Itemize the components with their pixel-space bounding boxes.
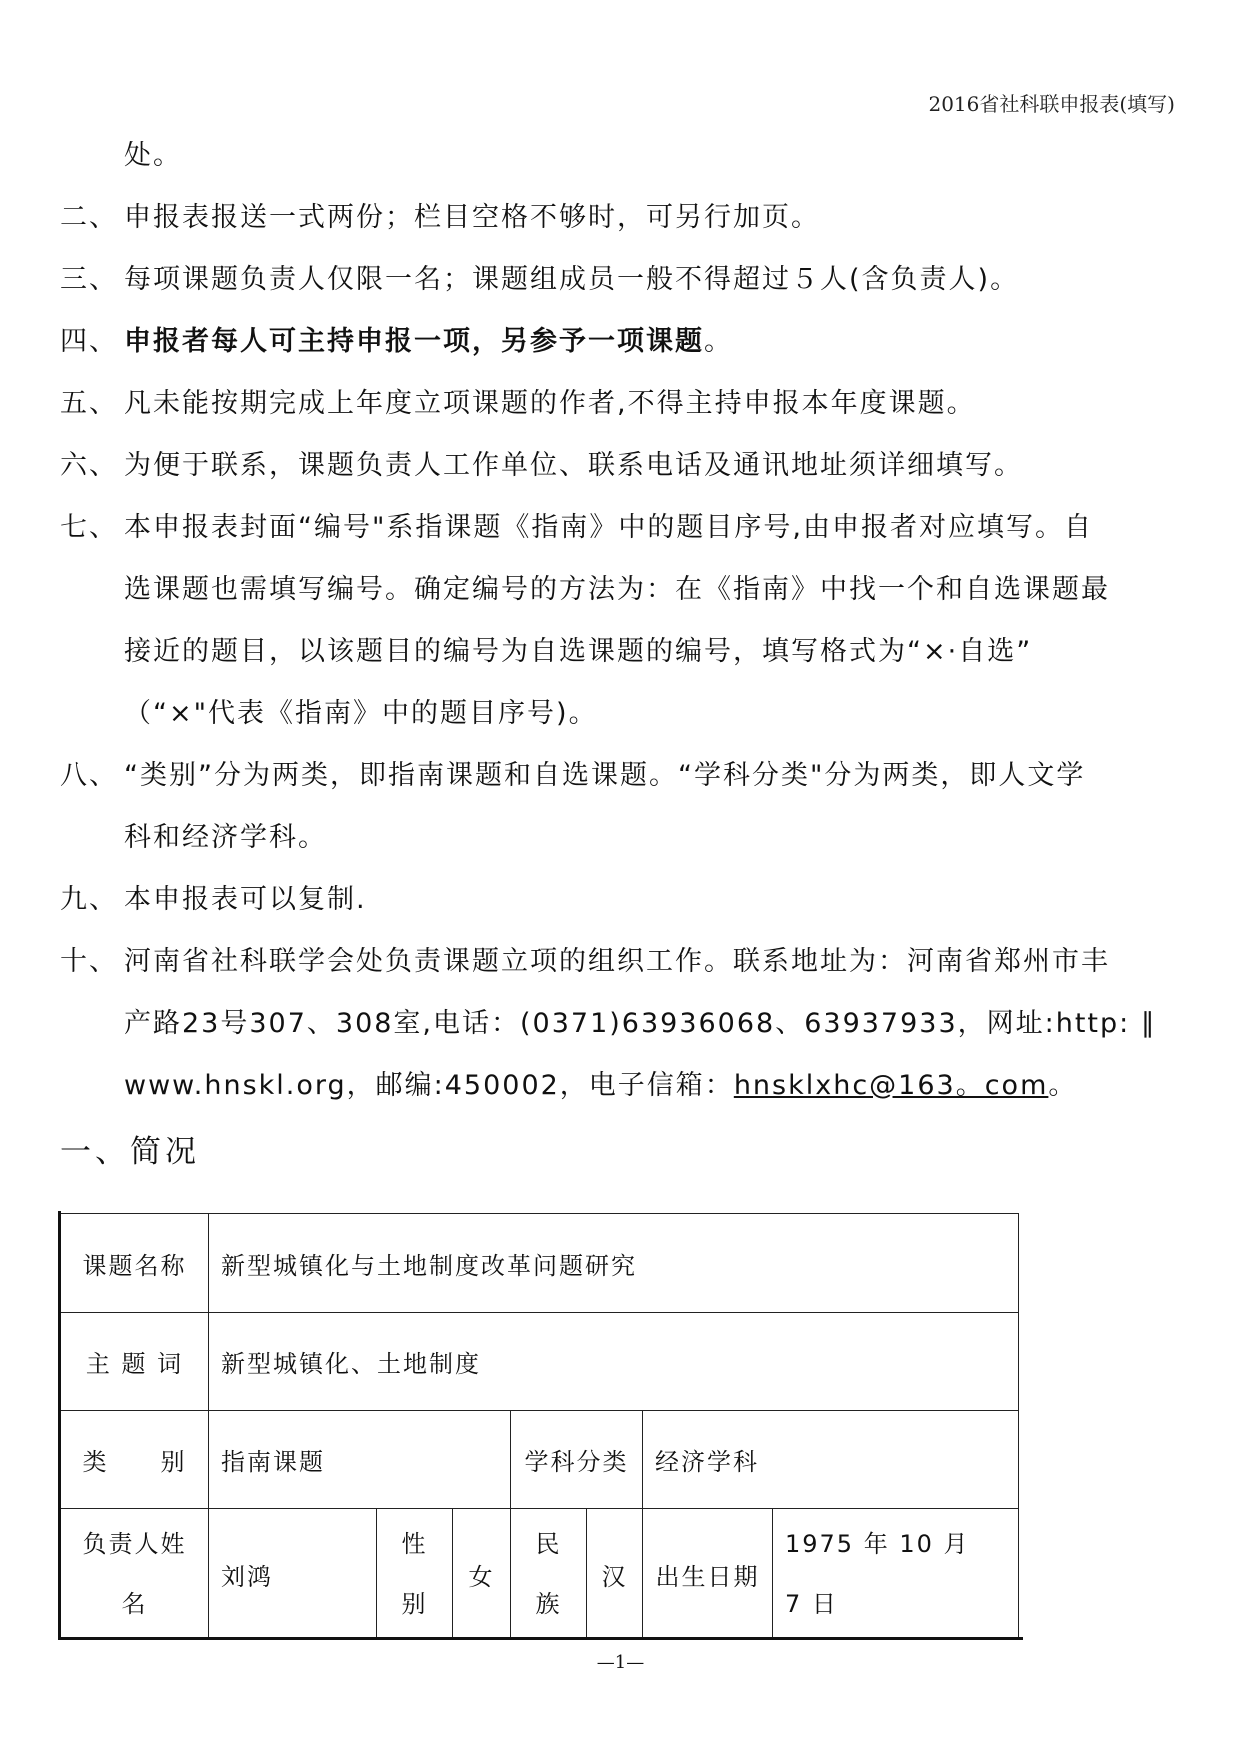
note-number: 八、 — [60, 760, 118, 791]
note-item-4 — [60, 311, 1185, 373]
note-text-end: 。 — [1048, 1070, 1078, 1101]
leader-label-line-2: 名 — [121, 1590, 148, 1618]
table-row-category — [61, 1411, 1019, 1509]
note-item-8 — [60, 745, 1185, 807]
section-title: 一、简况 — [60, 1134, 200, 1170]
birth-value[interactable] — [773, 1509, 1019, 1640]
note-item-7 — [60, 497, 1185, 559]
note-number: 四、 — [60, 326, 118, 357]
birth-label: 出生日期 — [643, 1509, 773, 1640]
note-text: “类别”分为两类，即指南课题和自选课题。“学科分类"分为两类，即人文学 — [124, 760, 1086, 791]
note-item-7-line-3: 接近的题目，以该题目的编号为自选课题的编号，填写格式为“×·自选” — [124, 636, 1033, 667]
ethnicity-label-line-2: 族 — [535, 1590, 562, 1618]
note-item-5 — [60, 373, 1185, 435]
note-number: 二、 — [60, 202, 118, 233]
note-text: 凡未能按期完成上年度立项课题的作者,不得主持申报本年度课题。 — [124, 388, 976, 419]
note-text: 本申报表可以复制. — [124, 884, 367, 915]
note-item-3 — [60, 249, 1185, 311]
ethnicity-label — [511, 1509, 587, 1640]
birth-value-line-1: 1975 年 10 月 — [785, 1530, 970, 1558]
note-text: 申报表报送一式两份；栏目空格不够时，可另行加页。 — [124, 202, 820, 233]
note-item-7-line-4: （“×"代表《指南》中的题目序号)。 — [124, 698, 598, 729]
keywords-value[interactable]: 新型城镇化、土地制度 — [209, 1313, 1019, 1411]
topic-value[interactable]: 新型城镇化与土地制度改革问题研究 — [209, 1214, 1019, 1313]
note-item-8-line-2: 科和经济学科。 — [124, 822, 327, 853]
note-item-10-line-3 — [60, 1055, 1185, 1117]
gender-label — [377, 1509, 453, 1640]
leader-label — [61, 1509, 209, 1640]
category-label: 类 别 — [61, 1411, 209, 1509]
table-row-topic — [61, 1214, 1019, 1313]
topic-label: 课题名称 — [61, 1214, 209, 1313]
note-item-10 — [60, 931, 1185, 993]
keywords-label: 主 题 词 — [61, 1313, 209, 1411]
note-item-10-line-2: 产路23号307、308室,电话：(0371)63936068、63937933，网址:http: ∥ — [124, 1008, 1157, 1039]
email-link[interactable]: hnsklxhc@163。com — [733, 1070, 1049, 1101]
note-item-2 — [60, 187, 1185, 249]
page-number: —1— — [596, 1652, 645, 1673]
category-value[interactable]: 指南课题 — [209, 1411, 511, 1509]
leader-value[interactable]: 刘鸿 — [209, 1509, 377, 1640]
leader-label-line-1: 负责人姓 — [82, 1530, 187, 1558]
note-continuation: 处。 — [124, 140, 182, 171]
birth-value-line-2: 7 日 — [785, 1590, 838, 1618]
gender-label-line-1: 性 — [401, 1530, 428, 1558]
note-number: 六、 — [60, 450, 118, 481]
gender-value[interactable]: 女 — [453, 1509, 511, 1640]
note-number: 五、 — [60, 388, 118, 419]
note-number: 七、 — [60, 512, 118, 543]
note-text: 为便于联系，课题负责人工作单位、联系电话及通讯地址须详细填写。 — [124, 450, 1023, 481]
note-number: 三、 — [60, 264, 118, 295]
note-item-7-line-2: 选课题也需填写编号。确定编号的方法为：在《指南》中找一个和自选课题最 — [124, 574, 1110, 605]
note-item-6 — [60, 435, 1185, 497]
note-text: 本申报表封面“编号"系指课题《指南》中的题目序号,由申报者对应填写。自 — [124, 512, 1093, 543]
table-row-leader — [61, 1509, 1019, 1640]
overview-table — [60, 1213, 1019, 1640]
note-text: 河南省社科联学会处负责课题立项的组织工作。联系地址为：河南省郑州市丰 — [124, 946, 1110, 977]
contact-web-postcode: www.hnskl.org，邮编:450002，电子信箱： — [124, 1070, 734, 1101]
discipline-value[interactable]: 经济学科 — [643, 1411, 1019, 1509]
note-number: 十、 — [60, 946, 118, 977]
note-text: 每项课题负责人仅限一名；课题组成员一般不得超过５人(含负责人)。 — [124, 264, 1020, 295]
discipline-label: 学科分类 — [511, 1411, 643, 1509]
note-item-9 — [60, 869, 1185, 931]
table-row-keywords — [61, 1313, 1019, 1411]
instructions — [60, 125, 1185, 1187]
ethnicity-label-line-1: 民 — [535, 1530, 562, 1558]
page-header: 2016省社科联申报表(填写) — [928, 92, 1175, 116]
gender-label-line-2: 别 — [401, 1590, 428, 1618]
note-number: 九、 — [60, 884, 118, 915]
note-text-bold: 申报者每人可主持申报一项，另参予一项课题 — [124, 326, 704, 357]
ethnicity-value[interactable]: 汉 — [587, 1509, 643, 1640]
note-text-end: 。 — [704, 326, 733, 357]
